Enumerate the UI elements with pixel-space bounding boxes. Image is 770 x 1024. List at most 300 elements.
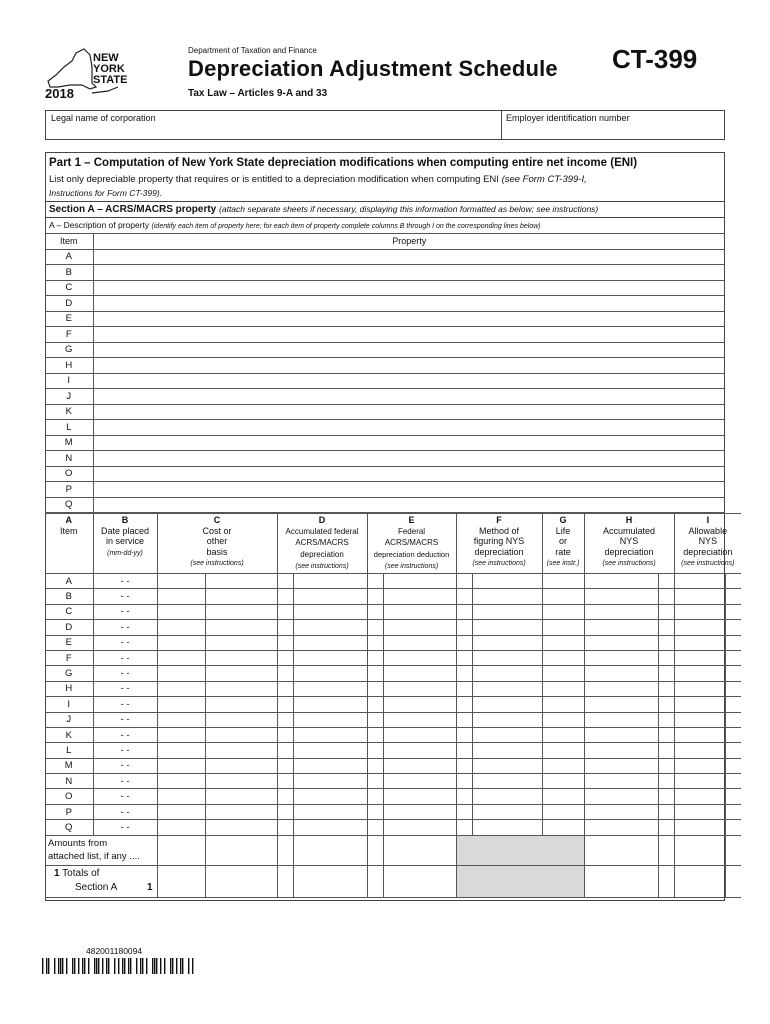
col-g-life-field[interactable]: [542, 589, 584, 604]
col-h-cents-field[interactable]: [658, 743, 674, 758]
col-f-method-field[interactable]: [456, 620, 472, 635]
col-e-cents-field[interactable]: [383, 758, 456, 773]
col-i-cents-field[interactable]: [725, 804, 741, 819]
col-g-life-field[interactable]: [542, 604, 584, 619]
col-c-dollars-field[interactable]: [157, 666, 205, 681]
col-e-dollars-field[interactable]: [367, 635, 383, 650]
col-f-method-field[interactable]: [456, 774, 472, 789]
col-g-life-field[interactable]: [542, 758, 584, 773]
col-c-cents-field[interactable]: [205, 758, 277, 773]
col-h-cents-field[interactable]: [658, 789, 674, 804]
col-d-cents-field[interactable]: [293, 681, 367, 696]
col-e-cents-field[interactable]: [383, 604, 456, 619]
property-description-field[interactable]: [93, 420, 725, 436]
col-h-cents-field[interactable]: [658, 774, 674, 789]
col-f-extra-field[interactable]: [472, 727, 542, 742]
col-i-cents-field[interactable]: [725, 712, 741, 727]
col-h-cents-field[interactable]: [658, 604, 674, 619]
date-placed-field[interactable]: - -: [93, 604, 157, 619]
col-g-life-field[interactable]: [542, 727, 584, 742]
col-h-cents-field[interactable]: [658, 804, 674, 819]
col-d-cents-field[interactable]: [293, 697, 367, 712]
property-description-field[interactable]: [93, 296, 725, 312]
col-d-dollars-field[interactable]: [277, 620, 293, 635]
col-d-cents-field[interactable]: [293, 712, 367, 727]
col-i-dollars-field[interactable]: [674, 774, 725, 789]
col-c-cents-field[interactable]: [205, 712, 277, 727]
col-i-cents-field[interactable]: [725, 727, 741, 742]
col-d-dollars-field[interactable]: [277, 774, 293, 789]
col-g-life-field[interactable]: [542, 774, 584, 789]
col-d-dollars-field[interactable]: [277, 789, 293, 804]
property-description-field[interactable]: [93, 389, 725, 405]
col-d-cents-field[interactable]: [293, 650, 367, 665]
col-e-cents-field[interactable]: [383, 620, 456, 635]
totals-d-dollars[interactable]: [277, 865, 293, 897]
row-item-letter: E: [45, 635, 93, 650]
col-h-dollars-field[interactable]: [584, 681, 658, 696]
col-d-cents-field[interactable]: [293, 789, 367, 804]
col-c-cents-field[interactable]: [205, 789, 277, 804]
col-f-extra-field[interactable]: [472, 758, 542, 773]
col-e-cents-field[interactable]: [383, 712, 456, 727]
col-f-method-field[interactable]: [456, 666, 472, 681]
col-e-dollars-field[interactable]: [367, 758, 383, 773]
row-item-letter: B: [45, 589, 93, 604]
col-d-cents-field[interactable]: [293, 604, 367, 619]
property-description-field[interactable]: [93, 482, 725, 498]
col-e-cents-field[interactable]: [383, 697, 456, 712]
col-f-method-field[interactable]: [456, 635, 472, 650]
col-h-dollars-field[interactable]: [584, 589, 658, 604]
col-f-extra-field[interactable]: [472, 635, 542, 650]
col-g-life-field[interactable]: [542, 804, 584, 819]
amounts-i-dollars[interactable]: [674, 835, 725, 865]
col-f-extra-field[interactable]: [472, 712, 542, 727]
col-d-dollars-field[interactable]: [277, 650, 293, 665]
legal-name-field[interactable]: [46, 111, 502, 139]
property-description-field[interactable]: [93, 466, 725, 482]
col-c-cents-field[interactable]: [205, 620, 277, 635]
col-i-dollars-field[interactable]: [674, 681, 725, 696]
col-g-life-field[interactable]: [542, 681, 584, 696]
property-description-field[interactable]: [93, 451, 725, 467]
col-f-extra-field[interactable]: [472, 620, 542, 635]
col-e-cents-field[interactable]: [383, 820, 456, 835]
col-h-dollars-field[interactable]: [584, 758, 658, 773]
col-i-dollars-field[interactable]: [674, 697, 725, 712]
col-i-dollars-field[interactable]: [674, 635, 725, 650]
col-g-life-field[interactable]: [542, 820, 584, 835]
col-e-dollars-field[interactable]: [367, 804, 383, 819]
col-h-cents-field[interactable]: [658, 712, 674, 727]
col-c-dollars-field[interactable]: [157, 681, 205, 696]
col-c-dollars-field[interactable]: [157, 727, 205, 742]
col-i-dollars-field[interactable]: [674, 789, 725, 804]
col-i-dollars-field[interactable]: [674, 574, 725, 589]
amounts-e-cents[interactable]: [383, 835, 456, 865]
col-h-cents-field[interactable]: [658, 820, 674, 835]
col-h-dollars-field[interactable]: [584, 666, 658, 681]
date-placed-field[interactable]: - -: [93, 589, 157, 604]
property-description-field[interactable]: [93, 265, 725, 281]
col-h-dollars-field[interactable]: [584, 743, 658, 758]
col-c-dollars-field[interactable]: [157, 697, 205, 712]
col-h-dollars-field[interactable]: [584, 604, 658, 619]
col-f-method-field[interactable]: [456, 650, 472, 665]
col-d-cents-field[interactable]: [293, 635, 367, 650]
amounts-h-dollars[interactable]: [584, 835, 658, 865]
depreciation-row: [45, 712, 741, 727]
col-i-dollars-field[interactable]: [674, 820, 725, 835]
col-f-method-field[interactable]: [456, 589, 472, 604]
totals-i-dollars[interactable]: [674, 865, 725, 897]
col-c-dollars-field[interactable]: [157, 604, 205, 619]
col-h-dollars-field[interactable]: [584, 697, 658, 712]
col-d-cents-field[interactable]: [293, 574, 367, 589]
col-e-cents-field[interactable]: [383, 789, 456, 804]
col-g-life-field[interactable]: [542, 620, 584, 635]
col-h-dollars-field[interactable]: [584, 635, 658, 650]
totals-e-dollars[interactable]: [367, 865, 383, 897]
col-d-dollars-field[interactable]: [277, 697, 293, 712]
col-e-cents-field[interactable]: [383, 666, 456, 681]
date-placed-field[interactable]: - -: [93, 650, 157, 665]
form-title: Depreciation Adjustment Schedule: [188, 56, 558, 81]
col-h-cents-field[interactable]: [658, 574, 674, 589]
col-e-dollars-field[interactable]: [367, 574, 383, 589]
col-h-cents-field[interactable]: [658, 758, 674, 773]
totals-c-dollars[interactable]: [157, 865, 205, 897]
col-h-dollars-field[interactable]: [584, 620, 658, 635]
col-c-dollars-field[interactable]: [157, 789, 205, 804]
col-e-dollars-field[interactable]: [367, 650, 383, 665]
col-g-life-field[interactable]: [542, 666, 584, 681]
col-f-extra-field[interactable]: [472, 743, 542, 758]
col-e-dollars-field[interactable]: [367, 774, 383, 789]
col-c-dollars-field[interactable]: [157, 574, 205, 589]
col-h-dollars-field[interactable]: [584, 727, 658, 742]
col-g-life-field[interactable]: [542, 743, 584, 758]
col-c-cents-field[interactable]: [205, 697, 277, 712]
col-d-dollars-field[interactable]: [277, 666, 293, 681]
property-description-field[interactable]: [93, 342, 725, 358]
col-g-life-field[interactable]: [542, 789, 584, 804]
amounts-d-cents[interactable]: [293, 835, 367, 865]
col-h-dollars-field[interactable]: [584, 574, 658, 589]
col-d-cents-field[interactable]: [293, 727, 367, 742]
totals-i-cents[interactable]: [725, 865, 741, 897]
col-f-method-field[interactable]: [456, 604, 472, 619]
col-g-life-field[interactable]: [542, 697, 584, 712]
date-placed-field[interactable]: - -: [93, 574, 157, 589]
col-d-cents-field[interactable]: [293, 774, 367, 789]
col-d-cents-field[interactable]: [293, 666, 367, 681]
col-h-dollars-field[interactable]: [584, 650, 658, 665]
col-d-dollars-field[interactable]: [277, 635, 293, 650]
col-i-cents-field[interactable]: [725, 820, 741, 835]
col-e-dollars-field[interactable]: [367, 820, 383, 835]
property-description-field[interactable]: [93, 249, 725, 265]
col-e-cents-field[interactable]: [383, 635, 456, 650]
col-i-dollars-field[interactable]: [674, 589, 725, 604]
col-f-method-field[interactable]: [456, 804, 472, 819]
date-placed-field[interactable]: - -: [93, 804, 157, 819]
property-description-field[interactable]: [93, 327, 725, 343]
col-d-dollars-field[interactable]: [277, 681, 293, 696]
col-c-cents-field[interactable]: [205, 820, 277, 835]
col-i-dollars-field[interactable]: [674, 758, 725, 773]
col-d-dollars-field[interactable]: [277, 820, 293, 835]
col-e-dollars-field[interactable]: [367, 727, 383, 742]
col-f-extra-field[interactable]: [472, 697, 542, 712]
col-g-life-field[interactable]: [542, 635, 584, 650]
col-e-dollars-field[interactable]: [367, 743, 383, 758]
col-f-method-field[interactable]: [456, 727, 472, 742]
col-c-cents-field[interactable]: [205, 589, 277, 604]
col-i-dollars-field[interactable]: [674, 650, 725, 665]
col-g-life-field[interactable]: [542, 712, 584, 727]
col-c-cents-field[interactable]: [205, 743, 277, 758]
date-placed-field[interactable]: - -: [93, 774, 157, 789]
col-c-dollars-field[interactable]: [157, 712, 205, 727]
col-e-dollars-field[interactable]: [367, 697, 383, 712]
col-h-cents-field[interactable]: [658, 589, 674, 604]
col-e-dollars-field[interactable]: [367, 789, 383, 804]
col-h-cents-field[interactable]: [658, 650, 674, 665]
col-f-extra-field[interactable]: [472, 666, 542, 681]
col-f-extra-field[interactable]: [472, 650, 542, 665]
col-d-dollars-field[interactable]: [277, 758, 293, 773]
col-i-cents-field[interactable]: [725, 697, 741, 712]
col-e-cents-field[interactable]: [383, 589, 456, 604]
row-item-letter: K: [45, 727, 93, 742]
col-c-cents-field[interactable]: [205, 774, 277, 789]
col-i-cents-field[interactable]: [725, 774, 741, 789]
ein-field[interactable]: [502, 111, 724, 139]
col-e-dollars-field[interactable]: [367, 681, 383, 696]
col-c-cents-field[interactable]: [205, 604, 277, 619]
col-f-extra-field[interactable]: [472, 804, 542, 819]
col-c-cents-field[interactable]: [205, 650, 277, 665]
row-item-letter: B: [45, 265, 93, 281]
col-i-cents-field[interactable]: [725, 789, 741, 804]
totals-h-cents[interactable]: [658, 865, 674, 897]
totals-d-cents[interactable]: [293, 865, 367, 897]
depreciation-row: [45, 804, 741, 819]
col-c-dollars-field[interactable]: [157, 620, 205, 635]
col-e-dollars-field[interactable]: [367, 604, 383, 619]
col-d-cents-field[interactable]: [293, 620, 367, 635]
date-placed-field[interactable]: - -: [93, 743, 157, 758]
col-h-cents-field[interactable]: [658, 727, 674, 742]
col-d-dollars-field[interactable]: [277, 727, 293, 742]
col-f-method-field[interactable]: [456, 758, 472, 773]
col-d-cents-field[interactable]: [293, 589, 367, 604]
col-i-dollars-field[interactable]: [674, 604, 725, 619]
totals-e-cents[interactable]: [383, 865, 456, 897]
col-h-cents-field[interactable]: [658, 697, 674, 712]
section-a-header: Section A – ACRS/MACRS property (attach separate sheets if necessary, displaying this information formatted as below; see instructions): [49, 204, 599, 215]
date-placed-field[interactable]: - -: [93, 820, 157, 835]
totals-c-cents[interactable]: [205, 865, 277, 897]
col-h-cents-field[interactable]: [658, 681, 674, 696]
col-h-dollars-field[interactable]: [584, 774, 658, 789]
col-c-dollars-field[interactable]: [157, 635, 205, 650]
col-f-extra-field[interactable]: [472, 789, 542, 804]
row-item-letter: P: [45, 804, 93, 819]
col-c-dollars-field[interactable]: [157, 589, 205, 604]
col-h-dollars-field[interactable]: [584, 712, 658, 727]
amounts-c-cents[interactable]: [205, 835, 277, 865]
col-c-cents-field[interactable]: [205, 804, 277, 819]
col-d-cents-field[interactable]: [293, 758, 367, 773]
col-c-cents-field[interactable]: [205, 635, 277, 650]
depreciation-row: [45, 589, 741, 604]
property-description-field[interactable]: [93, 311, 725, 327]
col-g-life-field[interactable]: [542, 574, 584, 589]
property-row: [45, 451, 725, 467]
col-d-dollars-field[interactable]: [277, 743, 293, 758]
col-f-extra-field[interactable]: [472, 820, 542, 835]
col-c-dollars-field[interactable]: [157, 650, 205, 665]
col-e-dollars-field[interactable]: [367, 666, 383, 681]
col-c-dollars-field[interactable]: [157, 774, 205, 789]
col-e-cents-field[interactable]: [383, 727, 456, 742]
col-e-dollars-field[interactable]: [367, 589, 383, 604]
col-i-dollars-field[interactable]: [674, 743, 725, 758]
col-i-cents-field[interactable]: [725, 604, 741, 619]
col-f-method-field[interactable]: [456, 789, 472, 804]
col-d-cents-field[interactable]: [293, 804, 367, 819]
col-e-cents-field[interactable]: [383, 681, 456, 696]
date-placed-field[interactable]: - -: [93, 620, 157, 635]
col-i-cents-field[interactable]: [725, 666, 741, 681]
property-description-field[interactable]: [93, 358, 725, 374]
col-d-dollars-field[interactable]: [277, 804, 293, 819]
col-d-dollars-field[interactable]: [277, 712, 293, 727]
property-description-field[interactable]: [93, 435, 725, 451]
col-h-cents-field[interactable]: [658, 620, 674, 635]
date-placed-field[interactable]: - -: [93, 666, 157, 681]
barcode: [42, 958, 194, 974]
amounts-i-cents[interactable]: [725, 835, 741, 865]
col-f-extra-field[interactable]: [472, 774, 542, 789]
col-e-cents-field[interactable]: [383, 774, 456, 789]
col-c-dollars-field[interactable]: [157, 820, 205, 835]
date-placed-field[interactable]: - -: [93, 712, 157, 727]
date-placed-field[interactable]: - -: [93, 727, 157, 742]
row-item-letter: C: [45, 604, 93, 619]
col-h-cents-field[interactable]: [658, 666, 674, 681]
col-e-dollars-field[interactable]: [367, 712, 383, 727]
col-f-method-field[interactable]: [456, 681, 472, 696]
col-i-cents-field[interactable]: [725, 681, 741, 696]
property-description-field[interactable]: [93, 280, 725, 296]
col-c-dollars-field[interactable]: [157, 758, 205, 773]
col-d-cents-field[interactable]: [293, 820, 367, 835]
col-f-method-field[interactable]: [456, 697, 472, 712]
col-f-extra-field[interactable]: [472, 574, 542, 589]
col-h-cents-field[interactable]: [658, 635, 674, 650]
depreciation-row: [45, 697, 741, 712]
date-placed-field[interactable]: - -: [93, 697, 157, 712]
row-item-letter: D: [45, 620, 93, 635]
col-d-dollars-field[interactable]: [277, 574, 293, 589]
col-d-dollars-field[interactable]: [277, 604, 293, 619]
col-c-dollars-field[interactable]: [157, 743, 205, 758]
col-f-extra-field[interactable]: [472, 589, 542, 604]
col-d-dollars-field[interactable]: [277, 589, 293, 604]
property-description-field[interactable]: [93, 404, 725, 420]
col-i-cents-field[interactable]: [725, 620, 741, 635]
col-i-dollars-field[interactable]: [674, 620, 725, 635]
col-i-cents-field[interactable]: [725, 635, 741, 650]
col-i-dollars-field[interactable]: [674, 727, 725, 742]
col-e-cents-field[interactable]: [383, 743, 456, 758]
col-f-method-field[interactable]: [456, 743, 472, 758]
col-i-dollars-field[interactable]: [674, 666, 725, 681]
col-c-cents-field[interactable]: [205, 574, 277, 589]
date-placed-field[interactable]: - -: [93, 789, 157, 804]
property-description-field[interactable]: [93, 497, 725, 513]
depreciation-row: [45, 666, 741, 681]
col-g-life-field[interactable]: [542, 650, 584, 665]
amounts-shaded-cell: [456, 835, 584, 865]
depreciation-row: [45, 574, 741, 589]
date-placed-field[interactable]: - -: [93, 681, 157, 696]
col-e-cents-field[interactable]: [383, 804, 456, 819]
col-i-dollars-field[interactable]: [674, 804, 725, 819]
col-e-cents-field[interactable]: [383, 650, 456, 665]
col-e-cents-field[interactable]: [383, 574, 456, 589]
col-h-dollars-field[interactable]: [584, 804, 658, 819]
col-h-dollars-field[interactable]: [584, 789, 658, 804]
col-i-cents-field[interactable]: [725, 650, 741, 665]
amounts-e-dollars[interactable]: [367, 835, 383, 865]
col-e-dollars-field[interactable]: [367, 620, 383, 635]
amounts-d-dollars[interactable]: [277, 835, 293, 865]
item-header: Item: [45, 234, 93, 250]
col-c-cents-field[interactable]: [205, 727, 277, 742]
col-c-cents-field[interactable]: [205, 681, 277, 696]
col-i-cents-field[interactable]: [725, 743, 741, 758]
row-item-letter: F: [45, 327, 93, 343]
col-f-extra-field[interactable]: [472, 604, 542, 619]
col-i-cents-field[interactable]: [725, 574, 741, 589]
col-d-cents-field[interactable]: [293, 743, 367, 758]
col-f-method-field[interactable]: [456, 712, 472, 727]
col-h-dollars-field[interactable]: [584, 820, 658, 835]
depreciation-row: [45, 774, 741, 789]
col-i-cents-field[interactable]: [725, 589, 741, 604]
col-c-cents-field[interactable]: [205, 666, 277, 681]
col-i-cents-field[interactable]: [725, 758, 741, 773]
amounts-c-dollars[interactable]: [157, 835, 205, 865]
col-f-method-field[interactable]: [456, 574, 472, 589]
col-c-dollars-field[interactable]: [157, 804, 205, 819]
col-i-dollars-field[interactable]: [674, 712, 725, 727]
date-placed-field[interactable]: - -: [93, 635, 157, 650]
property-row: [45, 389, 725, 405]
col-f-extra-field[interactable]: [472, 681, 542, 696]
date-placed-field[interactable]: - -: [93, 758, 157, 773]
col-h-header: H Accumulated NYS depreciation (see instructions): [584, 514, 674, 574]
col-f-method-field[interactable]: [456, 820, 472, 835]
property-description-field[interactable]: [93, 373, 725, 389]
amounts-h-cents[interactable]: [658, 835, 674, 865]
totals-h-dollars[interactable]: [584, 865, 658, 897]
